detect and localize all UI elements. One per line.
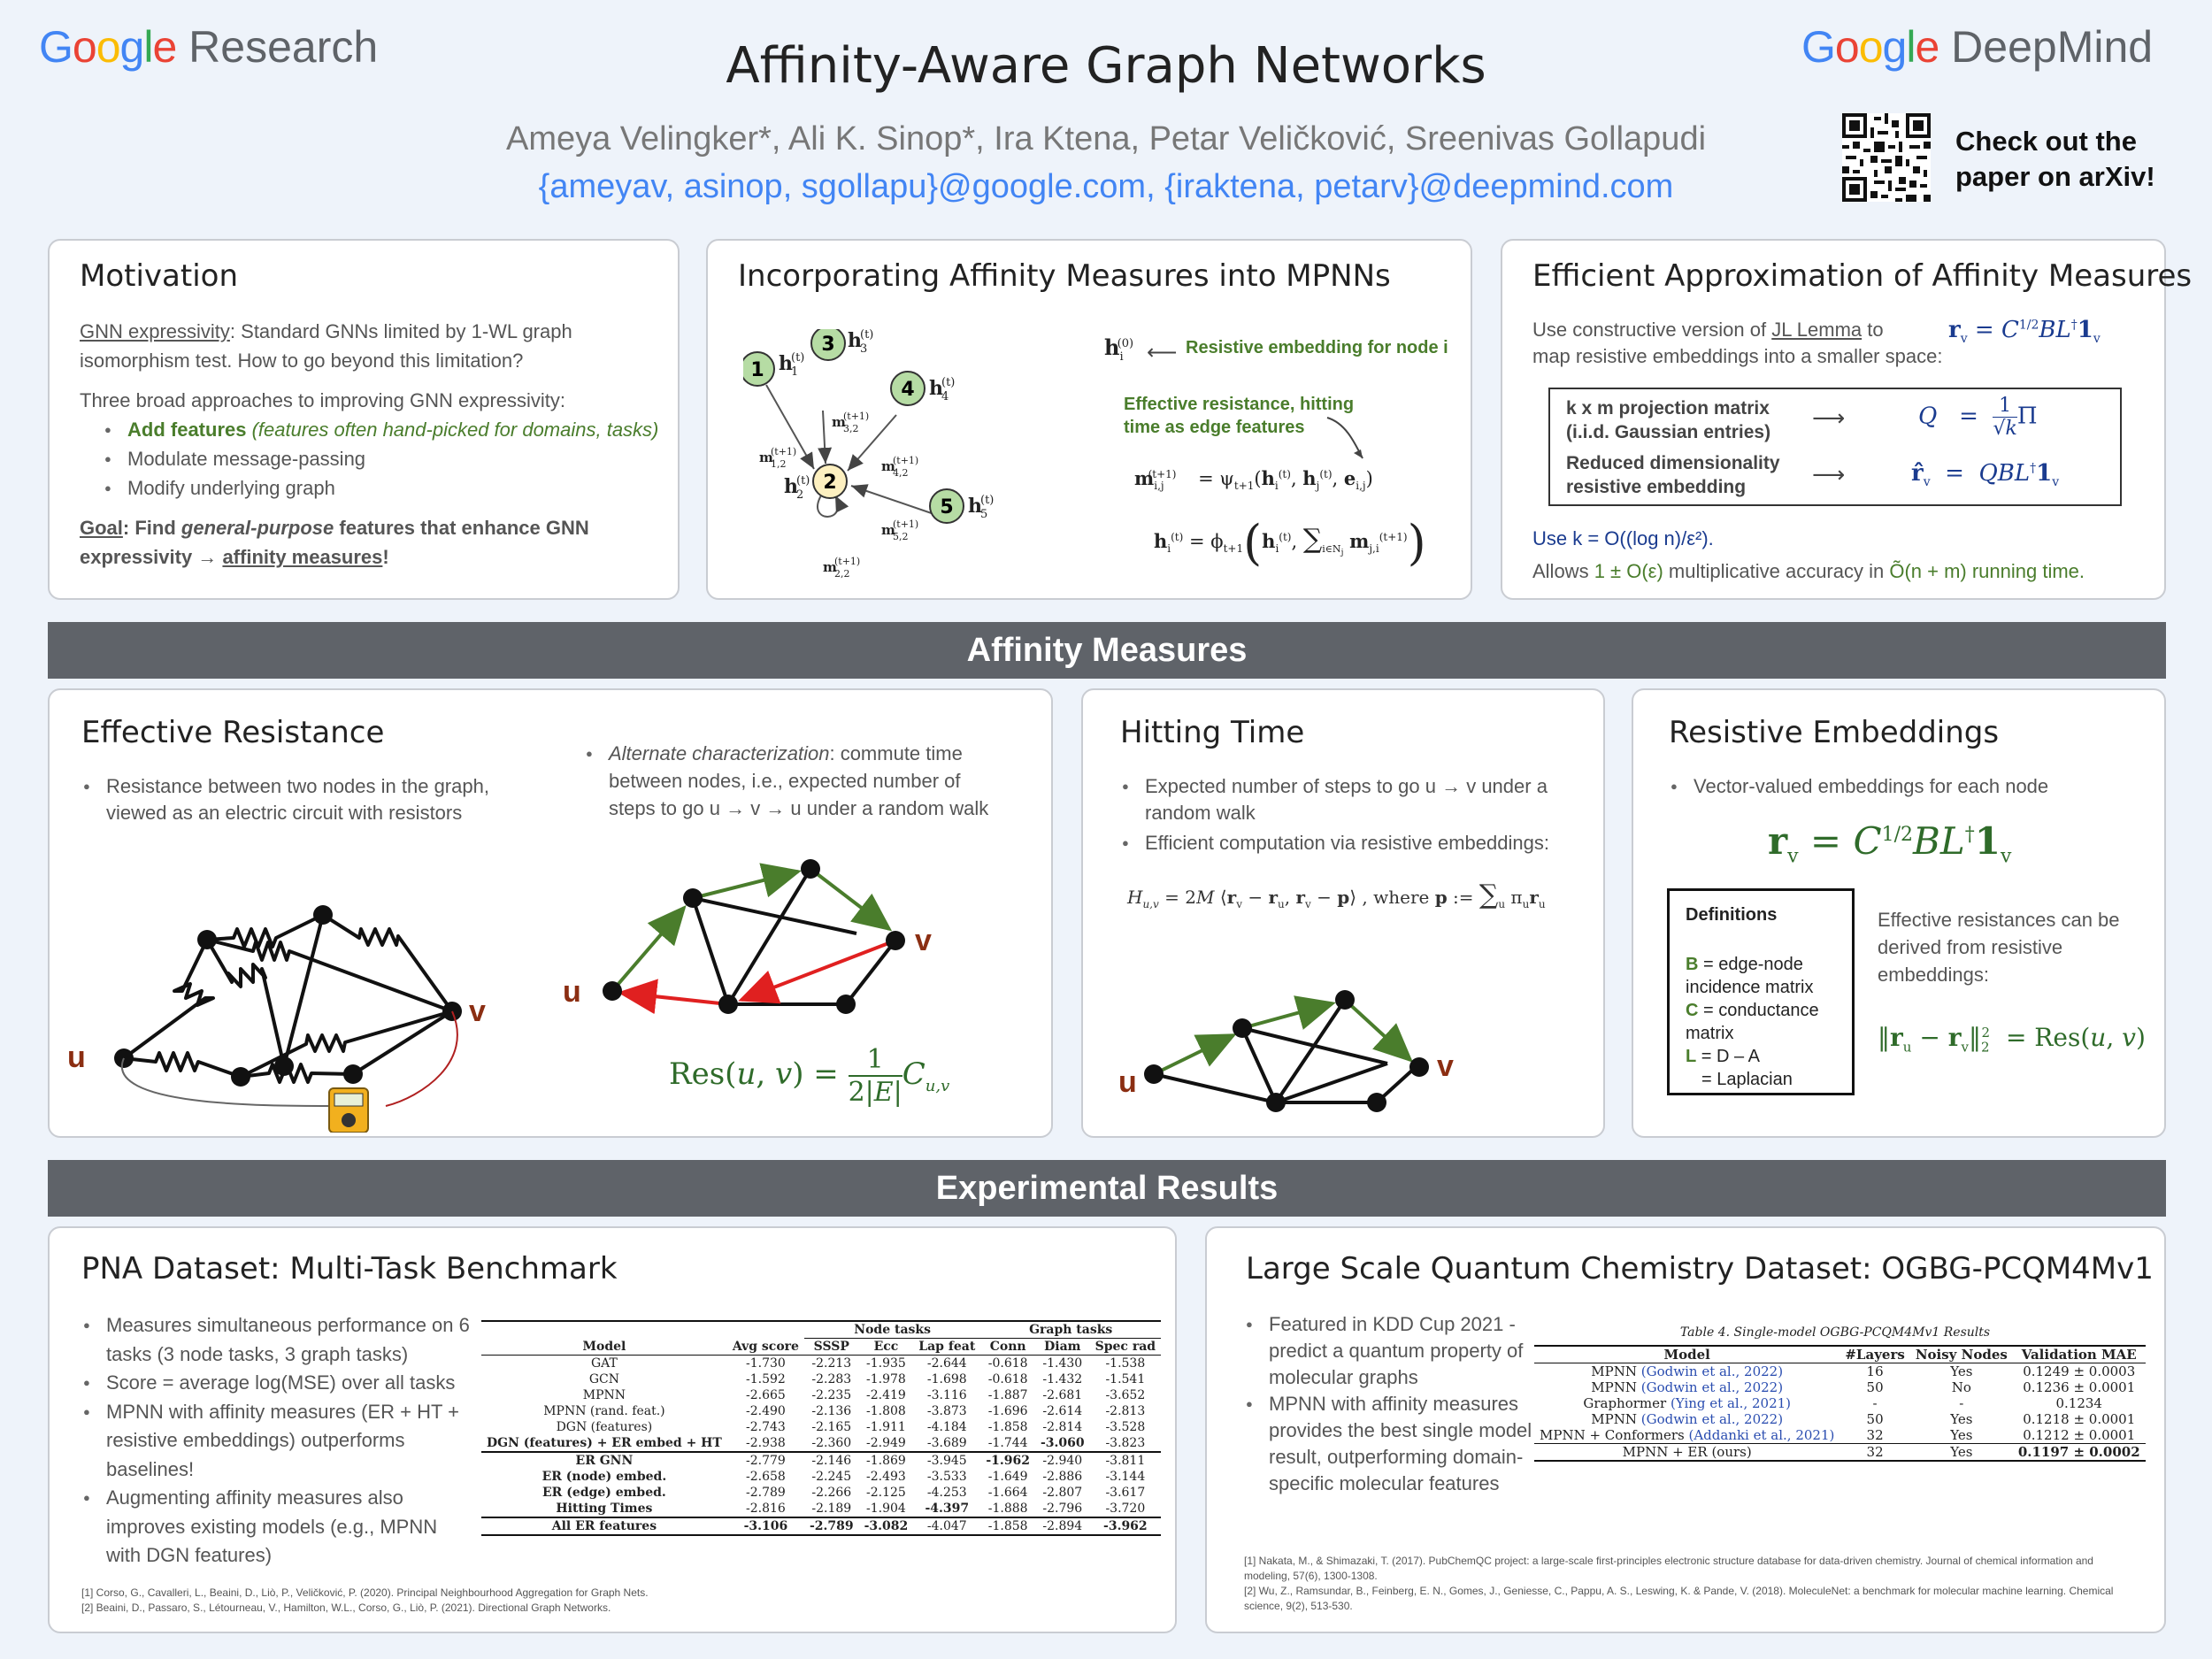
table-cell: -1.869 [866, 1454, 906, 1468]
table-cell: -2.266 [811, 1486, 852, 1500]
citation-link[interactable]: (Godwin et al., 2022) [1640, 1411, 1784, 1427]
message-equation: $m_{i,j}^{(t+1)} = \psi_{t+1}(h_i^{(t)}$, $h_j^{(t)}$, $e_{i,j}$) [1134, 467, 1373, 493]
accuracy-statement: Allows 1 ± O(ε) multiplicative accuracy in Õ(n + m) running time. [1532, 560, 2085, 582]
resistive-embedding-label: Resistive embedding for node i [1186, 338, 1448, 357]
svg-text:(t+1): (t+1) [834, 556, 861, 567]
google-wordmark: Google [1801, 22, 1939, 72]
list-item: ● Alternate characterization: commute time between nodes, i.e., expected number of steps to go u → v → u under a random walk [584, 740, 1009, 822]
table-header [481, 1339, 1161, 1356]
table-cell: 0.1197 ± 0.0002 [2017, 1444, 2140, 1460]
node-2: 2 [823, 472, 837, 494]
hitting-time-formula: $H_{u,v} = 2M$ $⟨r_v - r_u$, $r_v$ − p⟩ , where p := $\sum_u$ $\pi_ur_u$ [1127, 879, 1546, 910]
table-cell: -0.618 [987, 1372, 1028, 1386]
citation-link[interactable]: (Addanki et al., 2021) [1688, 1427, 1835, 1443]
table-cell: -3.082 [864, 1519, 909, 1533]
column-header: Conn [989, 1340, 1026, 1354]
table-cell: -2.813 [1105, 1404, 1146, 1418]
table-cell: GAT [590, 1356, 618, 1371]
pcqm-bullets [1244, 1311, 1536, 1497]
table-row [481, 1452, 1161, 1469]
table-cell: -1.911 [866, 1420, 906, 1434]
table-row [481, 1485, 1161, 1501]
table-header [1534, 1346, 2146, 1363]
svg-text:(t): (t) [980, 494, 995, 507]
update-equation: $h_i^{(t)} = \phi_{t+1}(h_i^{(t)}$, $\sum_{i\in N_j}$ $m_{j,i}^{(t+1)}$) [1154, 515, 1426, 571]
table-cell: -1.538 [1105, 1356, 1146, 1371]
goal-paragraph: Goal: Find general-purpose features that enhance GNN expressivity → affinity measures! [80, 517, 589, 568]
svg-text:5,2: 5,2 [893, 531, 909, 542]
table-row [481, 1501, 1161, 1517]
affinity-measures-link[interactable]: affinity measures [222, 546, 383, 568]
column-header: Ecc [873, 1340, 899, 1354]
svg-text:m: m [881, 458, 895, 474]
table-cell: -2.814 [1042, 1420, 1083, 1434]
res-commute-formula: Res(u, v) = $\frac{1}{2|E|}$ $C_{u,v}$ [669, 1044, 950, 1108]
table-cell: -2.146 [811, 1454, 852, 1468]
pna-results-table [481, 1320, 1161, 1536]
table-cell: -2.681 [1042, 1388, 1083, 1402]
svg-text:(t+1): (t+1) [893, 455, 919, 466]
table-cell: 32 [1866, 1427, 1884, 1443]
svg-text:5: 5 [980, 508, 988, 521]
column-header: Spec rad [1094, 1340, 1156, 1354]
table-cell: 32 [1866, 1444, 1884, 1460]
table-row [481, 1517, 1161, 1535]
table-cell: -3.116 [926, 1388, 967, 1402]
reference: [1] Corso, G., Cavalleri, L., Beaini, D., Liò, P., Veličković, P. (2020). Principal Neighbourhood Aggregation for Graph Nets. [81, 1586, 649, 1599]
table-row [481, 1469, 1161, 1485]
section-title: Effective Resistance [81, 715, 385, 750]
expressivity-paragraph: GNN expressivity: Standard GNNs limited by 1-WL graph isomorphism test. How to go beyond this limitation? [80, 320, 572, 372]
er-bullet-1 [81, 773, 541, 826]
table-cell: -1.978 [866, 1372, 906, 1386]
commute-time-diagram [563, 832, 1041, 1026]
norm-formula: $‖r_u$ − $r_v‖_2^2 = Res(u$, v) [1878, 1023, 2146, 1056]
svg-text:(t): (t) [941, 376, 956, 389]
citation-link[interactable]: (Godwin et al., 2022) [1640, 1363, 1784, 1379]
svg-text:(t+1): (t+1) [843, 411, 870, 422]
table-cell: Yes [1950, 1427, 1973, 1443]
svg-text:1: 1 [791, 365, 799, 379]
node-v-label: v [469, 995, 486, 1028]
table-row [1534, 1363, 2146, 1380]
projection-labels: k x m projection matrix (i.i.d. Gaussian entries) Reduced dimensionality resistive embedding [1566, 398, 1780, 497]
table-cell: -2.807 [1042, 1486, 1083, 1500]
table-cell: MPNN (Godwin et al., 2022) [1591, 1363, 1784, 1379]
qr-caption-line-2: paper on arXiv! [1955, 161, 2155, 192]
jl-intro: Use constructive version of JL Lemma to map resistive embeddings into a smaller space: [1532, 319, 1943, 367]
logo-suffix: DeepMind [1951, 22, 2154, 72]
table-cell: -4.184 [926, 1420, 967, 1434]
affinity-measures-banner: Affinity Measures [48, 622, 2166, 679]
svg-text:(t): (t) [796, 474, 810, 488]
motivation-body [80, 317, 664, 572]
section-title: Large Scale Quantum Chemistry Dataset: OGBG-PCQM4Mv1 [1246, 1251, 2154, 1286]
table-cell: -2.940 [1042, 1454, 1083, 1468]
table-cell: -2.665 [745, 1388, 786, 1402]
table-cell: -3.720 [1105, 1502, 1146, 1516]
resistor-circuit-diagram [67, 841, 563, 1133]
section-title: Resistive Embeddings [1669, 715, 2000, 750]
table-cell: -1.730 [745, 1356, 786, 1371]
table-cell: -1.904 [866, 1502, 906, 1516]
edge-feature-label: Effective resistance, hitting time as edge features [1124, 395, 1355, 437]
node-u-label: u [67, 1041, 86, 1074]
pna-card [48, 1226, 1177, 1633]
column-header: Diam [1044, 1340, 1081, 1354]
hitting-time-card [1081, 688, 1605, 1138]
section-title: Hitting Time [1120, 715, 1305, 750]
table-cell: Yes [1950, 1363, 1973, 1379]
arrow-right-icon: ⟶ [1812, 462, 1846, 488]
table-cell: -1.541 [1105, 1372, 1146, 1386]
table-row [481, 1387, 1161, 1403]
motivation-card [48, 239, 680, 600]
svg-text:h: h [784, 475, 798, 498]
table-cell: DGN (features) + ER embed + HT [487, 1436, 722, 1450]
table-cell: -3.652 [1105, 1388, 1146, 1402]
table-cell: - [1872, 1395, 1878, 1411]
section-title: Efficient Approximation of Affinity Measures [1532, 258, 2193, 294]
section-title: Incorporating Affinity Measures into MPNNs [738, 258, 1391, 294]
table-cell: DGN (features) [556, 1420, 653, 1434]
list-item: ● MPNN with affinity measures provides the best single model result, outperforming domain-specific molecular features [1244, 1391, 1536, 1497]
table-cell: -2.938 [745, 1436, 786, 1450]
svg-text:m: m [759, 449, 773, 465]
svg-text:h: h [968, 495, 982, 518]
list-item: ● Efficient computation via resistive embeddings: [1120, 830, 1580, 856]
table-row [481, 1435, 1161, 1452]
table-cell: -2.235 [811, 1388, 852, 1402]
er-derivation-text: Effective resistances can be derived from resistive embeddings: [1878, 909, 2120, 986]
node-1: 1 [750, 359, 764, 381]
table-cell: MPNN (Godwin et al., 2022) [1591, 1379, 1784, 1395]
definition-l-2: = Laplacian [1701, 1070, 1793, 1089]
svg-text:h: h [848, 329, 862, 352]
column-header: Avg score [732, 1339, 799, 1354]
list-item: ● Score = average log(MSE) over all tasks [81, 1369, 471, 1398]
table-cell: Yes [1950, 1444, 1973, 1460]
table-cell: No [1951, 1379, 1971, 1395]
table-cell: -1.888 [987, 1502, 1028, 1516]
table-cell: 0.1236 ± 0.0001 [2023, 1379, 2136, 1395]
table-cell: -4.047 [926, 1519, 967, 1533]
table-cell: -3.945 [926, 1454, 967, 1468]
table-cell: ER (node) embed. [541, 1470, 667, 1484]
table-cell: -2.796 [1042, 1502, 1083, 1516]
table-cell: MPNN [582, 1388, 626, 1402]
table-cell: -1.649 [987, 1470, 1028, 1484]
table-cell: -1.744 [987, 1436, 1028, 1450]
list-item: ● Resistance between two nodes in the graph, viewed as an electric circuit with resistors [81, 773, 541, 826]
table-cell: ER GNN [575, 1454, 634, 1468]
table-cell: -2.493 [866, 1470, 906, 1484]
reference: [1] Nakata, M., & Shimazaki, T. (2017). PubChemQC project: a large-scale first-principles electronic structure database for data-driven chemistry. Journal of chemical information and modeling, 57(6), 1300-1308. [1244, 1555, 2093, 1582]
svg-text:3: 3 [860, 342, 868, 356]
embedding-formula: $r_v = C^{1/2}BL^\dagger 1_v$ [1948, 317, 2101, 347]
table-cell: -2.743 [745, 1420, 786, 1434]
column-header: Model [582, 1339, 626, 1354]
message-passing-diagram [743, 329, 1133, 586]
svg-text:4: 4 [941, 390, 949, 403]
table-cell: -3.617 [1105, 1486, 1146, 1500]
multimeter-icon [329, 1088, 368, 1133]
pointer-arrow [1318, 414, 1371, 467]
table-row [1534, 1411, 2146, 1427]
resistive-embeddings-card [1632, 688, 2166, 1138]
table-cell: -1.664 [987, 1486, 1028, 1500]
table-cell: -2.245 [811, 1470, 852, 1484]
node-v-label: v [1437, 1049, 1454, 1083]
pcqm-card [1205, 1226, 2166, 1633]
reference: [2] Wu, Z., Ramsundar, B., Feinberg, E. N., Gomes, J., Geniesse, C., Pappu, A. S., Leswing, K. & Pande, V. (2018). MoleculeNet: a benchmark for molecular machine learning. Chemical science, 9(2), 513-530. [1244, 1585, 2114, 1612]
list-item: ● MPNN with affinity measures (ER + HT + resistive embeddings) outperforms baselines! [81, 1398, 471, 1485]
list-item: ● Featured in KDD Cup 2021 - predict a quantum property of molecular graphs [1244, 1311, 1536, 1391]
qr-caption-line-1: Check out the [1955, 126, 2137, 157]
emails[interactable]: {ameyav, asinop, sgollapu}@google.com, {iraktena, petarv}@deepmind.com [538, 168, 1674, 205]
poster-title: Affinity-Aware Graph Networks [726, 37, 1486, 95]
list-item: ● Vector-valued embeddings for each node [1669, 773, 2147, 800]
table-cell: -2.189 [811, 1502, 852, 1516]
svg-text:(t): (t) [791, 351, 805, 365]
column-header: Validation MAE [2021, 1347, 2137, 1363]
table-cell: 50 [1866, 1379, 1884, 1395]
table-row [481, 1419, 1161, 1435]
table-cell: -2.886 [1042, 1470, 1083, 1484]
pcqm-references [1244, 1554, 2138, 1614]
table-cell: -2.644 [926, 1356, 967, 1371]
column-header: Model [1663, 1347, 1710, 1363]
pna-bullets [81, 1311, 471, 1571]
list-item: ● Add features (features often hand-picked for domains, tasks) [103, 415, 664, 444]
table-cell: -1.430 [1042, 1356, 1083, 1371]
table-cell: -3.962 [1103, 1519, 1148, 1533]
table-cell: -2.490 [745, 1404, 786, 1418]
table-cell: -4.397 [925, 1502, 970, 1516]
table-row [1534, 1395, 2146, 1411]
table-cell: -3.823 [1105, 1436, 1146, 1450]
table-row [1534, 1379, 2146, 1395]
table-cell: - [1959, 1395, 1964, 1411]
table-row [481, 1403, 1161, 1419]
table-cell: MPNN (Godwin et al., 2022) [1591, 1411, 1784, 1427]
table-row [481, 1356, 1161, 1372]
table-cell: MPNN + ER (ours) [1622, 1444, 1752, 1460]
table-cell: -2.283 [811, 1372, 852, 1386]
table-cell: Yes [1950, 1411, 1973, 1427]
table-cell: -1.962 [986, 1454, 1030, 1468]
svg-text:h: h [779, 352, 793, 375]
table-cell: -2.789 [809, 1519, 854, 1533]
table-cell: -1.935 [866, 1356, 906, 1371]
table-cell: -2.614 [1042, 1404, 1083, 1418]
graph-tasks-header: Graph tasks [980, 1321, 1161, 1339]
re-bullets [1669, 773, 2147, 800]
table-cell: Hitting Times [556, 1502, 653, 1516]
table-cell: -1.432 [1042, 1372, 1083, 1386]
table-cell: -3.533 [926, 1470, 967, 1484]
node-u-label: u [1118, 1065, 1137, 1099]
definitions-title: Definitions [1686, 905, 1778, 925]
definition-b: B = edge-node incidence matrix [1686, 955, 1814, 997]
table-cell: GCN [588, 1372, 619, 1386]
reference: [2] Beaini, D., Passaro, S., Létourneau, V., Hamilton, W.L., Corso, G., Liò, P. (2021). Directional Graph Networks. [81, 1601, 611, 1614]
table-cell: All ER features [551, 1519, 657, 1533]
table-caption: Table 4. Single-model OGBG-PCQM4Mv1 Results [1679, 1325, 1991, 1340]
svg-text:4,2: 4,2 [893, 467, 909, 479]
table-cell: -0.618 [987, 1356, 1028, 1371]
list-item: ● Modify underlying graph [103, 473, 664, 503]
table-cell: -2.419 [866, 1388, 906, 1402]
effective-resistance-card [48, 688, 1053, 1138]
section-title: PNA Dataset: Multi-Task Benchmark [81, 1251, 618, 1286]
table-cell: 50 [1866, 1411, 1884, 1427]
table-cell: -3.873 [926, 1404, 967, 1418]
definition-l: L = D – A [1686, 1047, 1760, 1066]
table-cell: -2.894 [1042, 1519, 1083, 1533]
table-cell: -1.808 [866, 1404, 906, 1418]
table-cell: 0.1249 ± 0.0003 [2023, 1363, 2136, 1379]
table-cell: -1.858 [987, 1519, 1028, 1533]
svg-text:(t+1): (t+1) [893, 518, 919, 530]
q-formula: Q = $\frac{1}{√k}$ Π [1918, 395, 2038, 440]
svg-text:m: m [832, 414, 846, 430]
reduced-formula: $r̂_v = QBL^\dagger 1_v$ [1911, 460, 2060, 490]
table-cell: 16 [1866, 1363, 1884, 1379]
node-v-label: v [915, 924, 932, 957]
column-header: SSSP [813, 1340, 849, 1354]
table-cell: Graphormer (Ying et al., 2021) [1583, 1395, 1792, 1411]
table-cell: -1.698 [926, 1372, 967, 1386]
k-choice: Use k = O((log n)/ε²). [1532, 527, 1714, 549]
svg-text:2,2: 2,2 [834, 568, 850, 580]
google-wordmark: Google [39, 22, 177, 72]
citation-link[interactable]: (Godwin et al., 2022) [1640, 1379, 1784, 1395]
table-cell: ER (edge) embed. [542, 1486, 666, 1500]
approximation-card [1501, 239, 2193, 600]
table-cell: -3.106 [743, 1519, 788, 1533]
table-cell: -3.811 [1105, 1454, 1146, 1468]
table-cell: -3.528 [1105, 1420, 1146, 1434]
svg-text:2: 2 [796, 488, 804, 502]
svg-text:(t+1): (t+1) [771, 446, 797, 457]
table-cell: -3.689 [926, 1436, 967, 1450]
qr-code[interactable] [1842, 113, 1931, 202]
svg-text:m: m [881, 522, 895, 538]
table-cell: -2.658 [745, 1470, 786, 1484]
ht-bullets [1120, 773, 1580, 856]
approaches-list [103, 415, 664, 503]
table-cell: -2.136 [811, 1404, 852, 1418]
mpnn-card [706, 239, 1472, 600]
svg-text:(t): (t) [860, 329, 874, 342]
table-cell: -1.887 [987, 1388, 1028, 1402]
re-formula: $r_v = C^{1/2}BL^\dagger 1_v$ [1768, 819, 2012, 868]
hitting-time-diagram [1118, 929, 1596, 1133]
table-cell: -2.125 [866, 1486, 906, 1500]
svg-text:1,2: 1,2 [771, 458, 787, 470]
node-tasks-header: Node tasks [804, 1321, 980, 1339]
table-cell: MPNN (rand. feat.) [543, 1404, 665, 1418]
gnn-expressivity-link[interactable]: GNN expressivity [80, 320, 230, 342]
table-cell: -2.165 [811, 1420, 852, 1434]
table-cell: -2.789 [745, 1486, 786, 1500]
column-header: Lap feat [918, 1340, 976, 1354]
table-group-header [481, 1321, 1161, 1339]
column-header: #Layers [1845, 1347, 1905, 1363]
list-item: ● Modulate message-passing [103, 444, 664, 473]
list-item: ● Measures simultaneous performance on 6 tasks (3 node tasks, 3 graph tasks) [81, 1311, 471, 1369]
table-cell: 0.1218 ± 0.0001 [2023, 1411, 2136, 1427]
pcqm-results-table [1534, 1345, 2146, 1462]
svg-text:h: h [929, 377, 943, 400]
list-item: ● Augmenting affinity measures also improves existing models (e.g., MPNN with DGN features) [81, 1484, 471, 1571]
table-row [1534, 1427, 2146, 1444]
er-bullet-2 [584, 740, 1009, 822]
arrow-left-icon: ⟵ [1147, 340, 1178, 365]
logo-suffix: Research [188, 22, 379, 72]
svg-text:m: m [823, 559, 837, 575]
table-cell: -4.253 [926, 1486, 967, 1500]
column-header: Noisy Nodes [1915, 1347, 2008, 1363]
qr-caption [1955, 124, 2155, 195]
experimental-results-banner: Experimental Results [48, 1160, 2166, 1217]
hi0-symbol: $h_i^{(0)}$ [1104, 334, 1134, 364]
table-cell: 0.1234 [2055, 1395, 2102, 1411]
table-row [481, 1371, 1161, 1387]
list-item: ● Expected number of steps to go u → v under a random walk [1120, 773, 1580, 826]
table-cell: -3.144 [1105, 1470, 1146, 1484]
pna-references [81, 1586, 1143, 1616]
table-row [1534, 1444, 2146, 1462]
node-3: 3 [821, 334, 835, 356]
jl-lemma-link[interactable]: JL Lemma [1771, 319, 1863, 341]
table-cell: 0.1212 ± 0.0001 [2023, 1427, 2136, 1443]
definition-c: C = conductance matrix [1686, 1001, 1819, 1043]
table-cell: MPNN + Conformers (Addanki et al., 2021) [1540, 1427, 1835, 1443]
node-4: 4 [901, 379, 915, 401]
node-5: 5 [940, 496, 954, 518]
table-cell: -3.060 [1040, 1436, 1085, 1450]
table-cell: -2.360 [811, 1436, 852, 1450]
section-title: Motivation [80, 258, 238, 294]
table-cell: -2.779 [745, 1454, 786, 1468]
citation-link[interactable]: (Ying et al., 2021) [1670, 1395, 1792, 1411]
table-cell: -2.816 [745, 1502, 786, 1516]
svg-text:3,2: 3,2 [843, 423, 859, 434]
table-cell: -1.696 [987, 1404, 1028, 1418]
table-cell: -2.949 [866, 1436, 906, 1450]
table-cell: -1.858 [987, 1420, 1028, 1434]
table-cell: -1.592 [745, 1372, 786, 1386]
arrow-right-icon: ⟶ [1812, 405, 1846, 432]
approaches-intro: Three broad approaches to improving GNN expressivity: [80, 389, 566, 411]
node-u-label: u [563, 975, 581, 1009]
table-cell: -2.213 [811, 1356, 852, 1371]
definitions-box [1667, 888, 1855, 1095]
authors: Ameya Velingker*, Ali K. Sinop*, Ira Ktena, Petar Veličković, Sreenivas Gollapudi [505, 120, 1707, 157]
